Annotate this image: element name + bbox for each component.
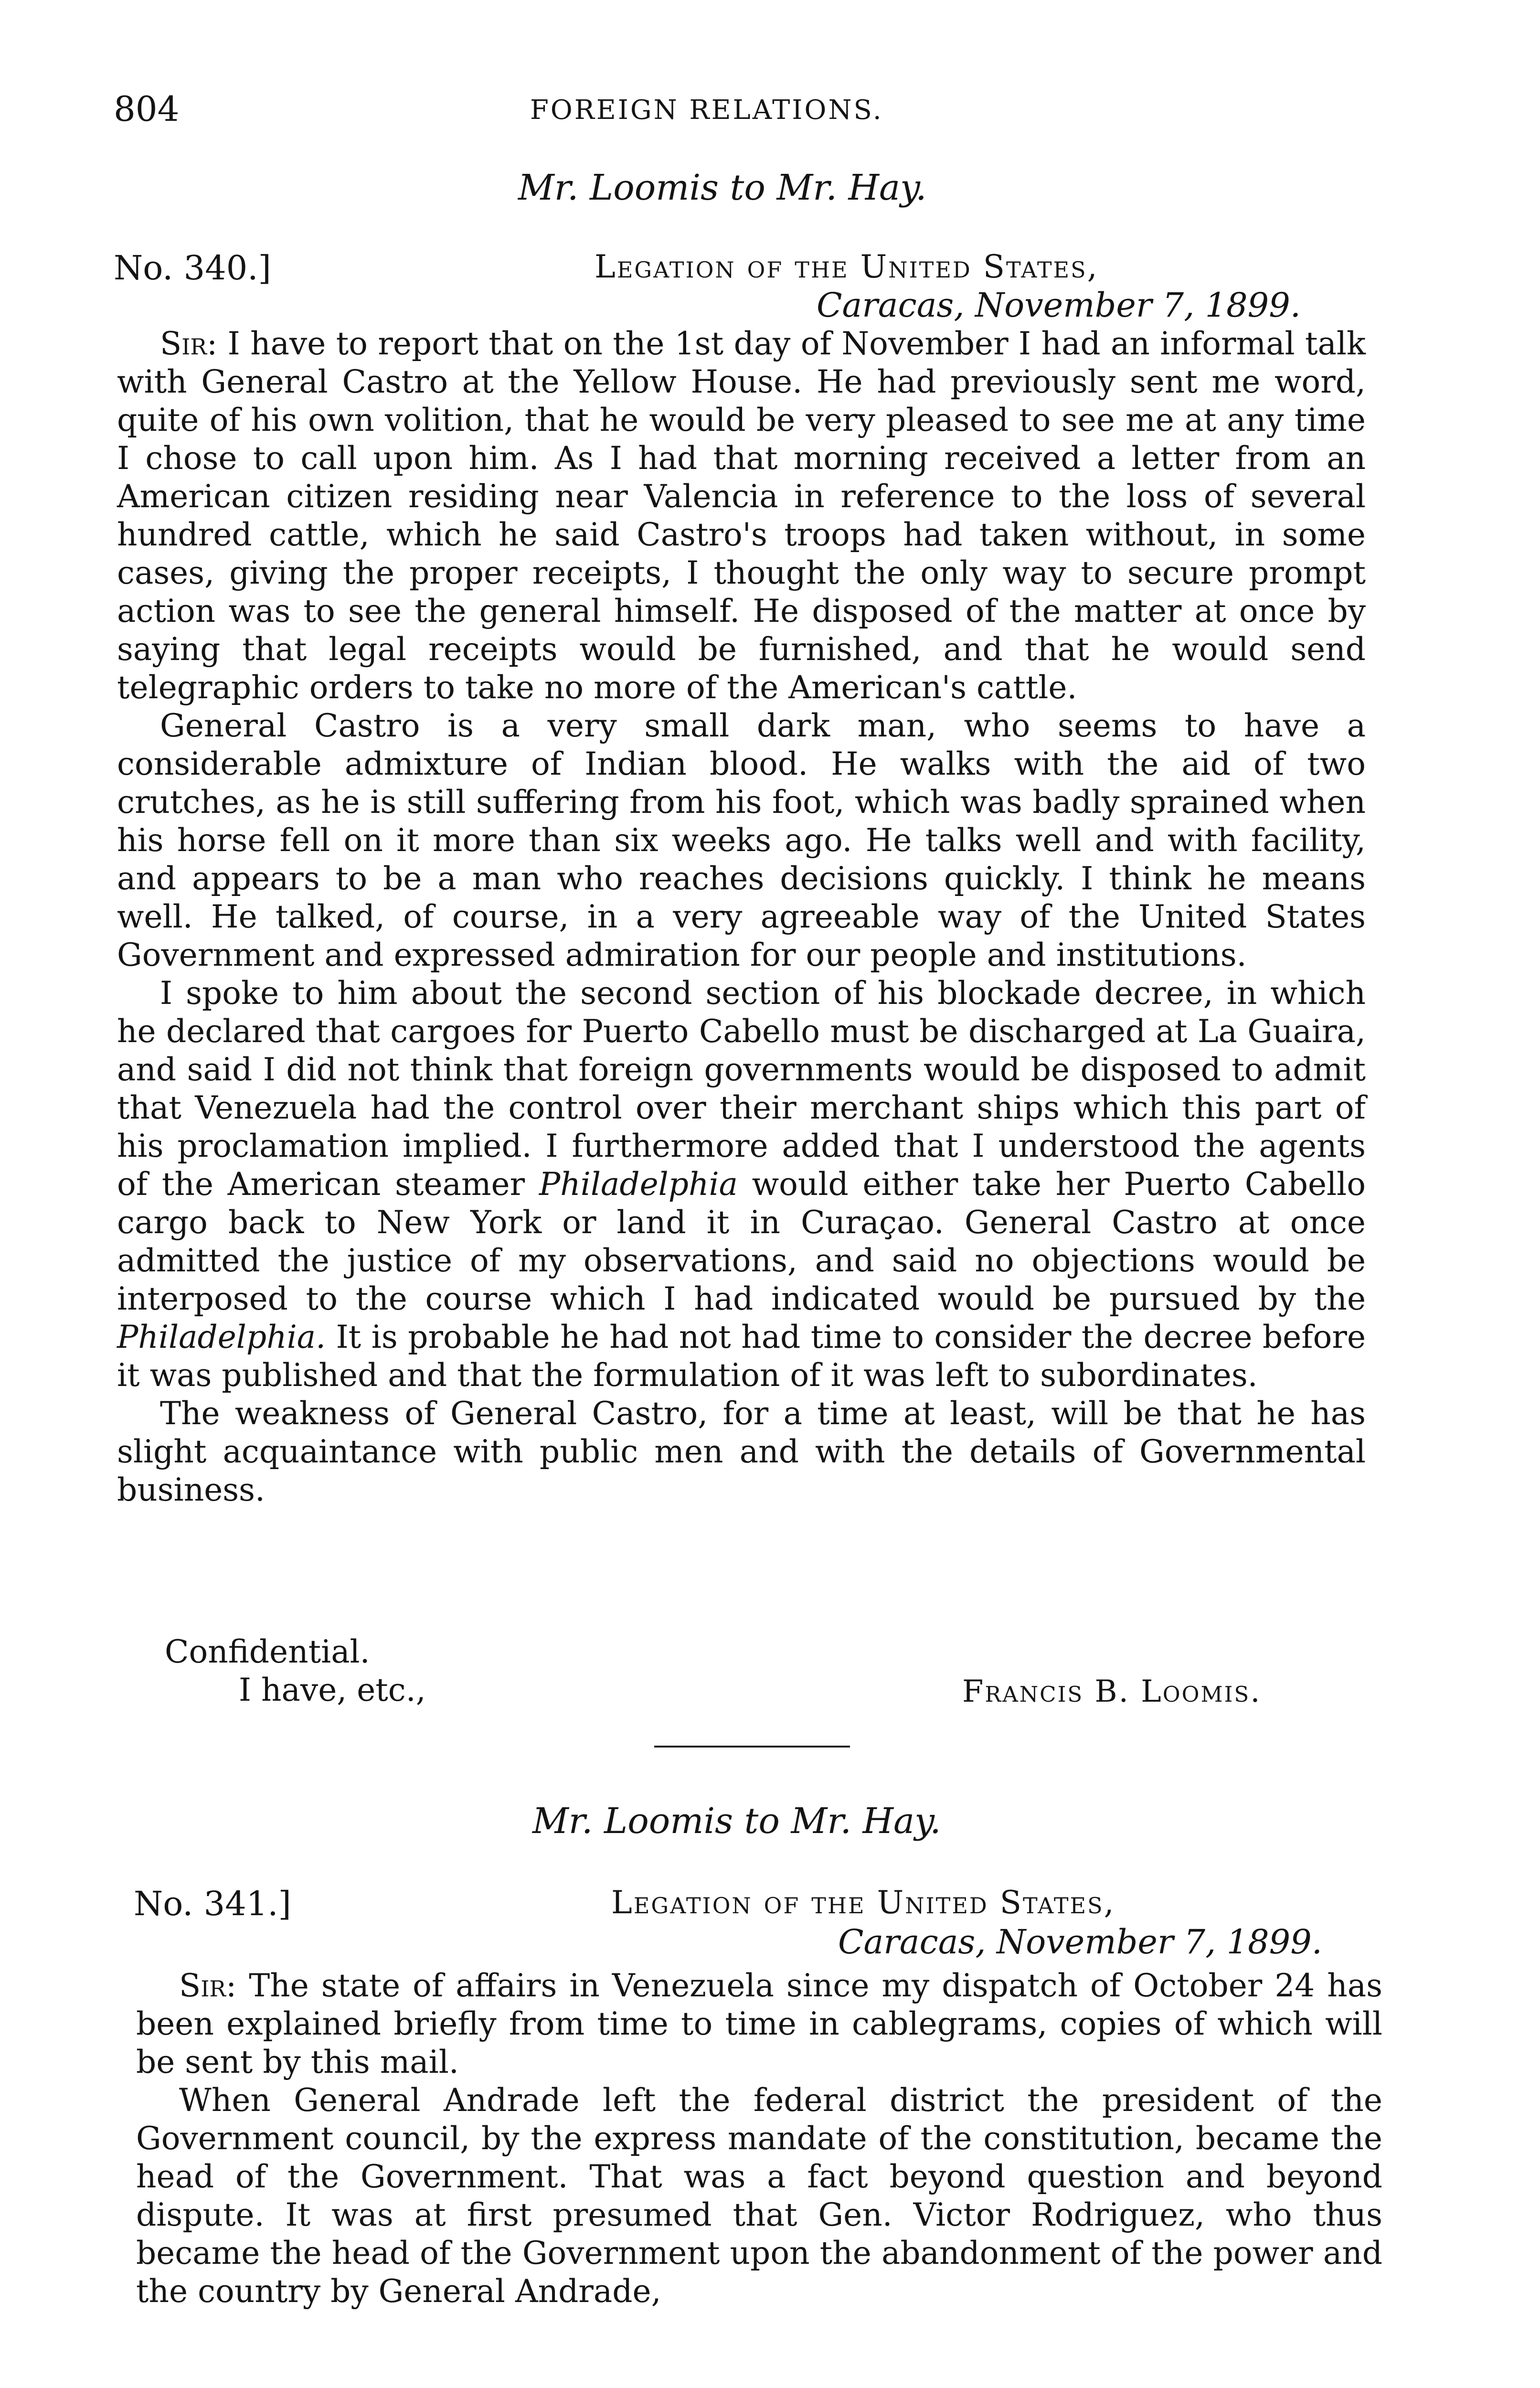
letter-2-number: No. 341.]	[134, 1884, 291, 1923]
paragraph-text: It is probable he had not had time to consider the decree before it was published and that the formulation of it was left to subordinates.	[117, 1319, 1366, 1394]
page-number: 804	[114, 89, 180, 129]
letter-1-legation: Legation of the United States,	[595, 248, 1099, 285]
running-head: FOREIGN RELATIONS.	[530, 95, 883, 126]
letter-2-paragraph: When General Andrade left the federal district the president of the Government council, by the express mandate of the constitution, became the head of the Government. That was a fact beyond question and beyond dispute. It was at first presumed that Gen. Victor Rodriguez, who thus became the head of the Government upon the abandonment of the power and the country by General Andrade,	[136, 2082, 1382, 2310]
ship-name: Philadelphia.	[117, 1319, 326, 1355]
letter-2-title: Mr. Loomis to Mr. Hay.	[532, 1801, 941, 1842]
letter-2-paragraph	[136, 1967, 1382, 2081]
paragraph-text: I spoke to him about the second section of his blockade decree, in which he declared that cargoes for Puerto Cabello must be discharged at La Guaira, and said I did not think that foreign governments would be disposed to admit that Venezuela had the control over their merchant ships which this part of his proclamation implied. I furthermore added that I understood the agents of the American steamer	[117, 975, 1366, 1203]
paragraph-text: I have to report that on the 1st day of November I had an informal talk with General Castro at the Yellow House. He had previously sent me word, quite of his own volition, that he would be very pleased to see me at any time I chose to call upon him. As I had that morning received a letter from an American citizen residing near Valencia in reference to the loss of several hundred cattle, which he said Castro's troops had taken without, in some cases, giving the proper receipts, I thought the only way to secure prompt action was to see the general himself. He disposed of the matter at once by saying that legal receipts would be furnished, and that he would send telegraphic orders to take no more of the American's cattle.	[117, 325, 1366, 706]
confidential-note: Confidential.	[165, 1633, 370, 1670]
letter-1-paragraph: General Castro is a very small dark man, who seems to have a considerable admixture of Indian blood. He walks with the aid of two crutches, as he is still suffering from his foot, which was badly sprained when his horse fell on it more than six weeks ago. He talks well and with facility, and appears to be a man who reaches decisions quickly. I think he means well. He talked, of course, in a very agreeable way of the United States Government and expressed admiration for our people and institutions.	[117, 707, 1366, 973]
letter-1-title: Mr. Loomis to Mr. Hay.	[518, 167, 927, 208]
section-divider	[654, 1746, 850, 1748]
paragraph-text: The state of affairs in Venezuela since my dispatch of October 24 has been explained briefly from time to time in cablegrams, copies of which will be sent by this mail.	[136, 1967, 1382, 2080]
letter-1-paragraph	[117, 325, 1366, 707]
paragraph-text: would either take her Puerto Cabello cargo back to New York or land it in Curaçao. General Castro at once admitted the justice of my observations, and said no objections would be interposed to the course which I had indicated would be pursued by the	[117, 1166, 1366, 1317]
letter-1-place-date: Caracas, November 7, 1899.	[817, 286, 1301, 325]
letter-1-paragraph: The weakness of General Castro, for a time at least, will be that he has slight acquaintance with public men and with the details of Governmental business.	[117, 1395, 1366, 1508]
ship-name: Philadelphia	[539, 1166, 738, 1203]
letter-2-legation: Legation of the United States,	[611, 1884, 1115, 1921]
letter-2-body	[136, 1967, 1382, 2311]
salutation: Sir:	[160, 325, 218, 362]
letter-2-place-date: Caracas, November 7, 1899.	[838, 1922, 1322, 1962]
closing-formula: I have, etc.,	[239, 1672, 426, 1708]
signature: Francis B. Loomis.	[962, 1674, 1262, 1709]
letter-1-number: No. 340.]	[114, 248, 271, 288]
letter-1-body	[117, 325, 1366, 1509]
letter-1-paragraph	[117, 974, 1366, 1395]
salutation: Sir:	[179, 1967, 237, 2004]
